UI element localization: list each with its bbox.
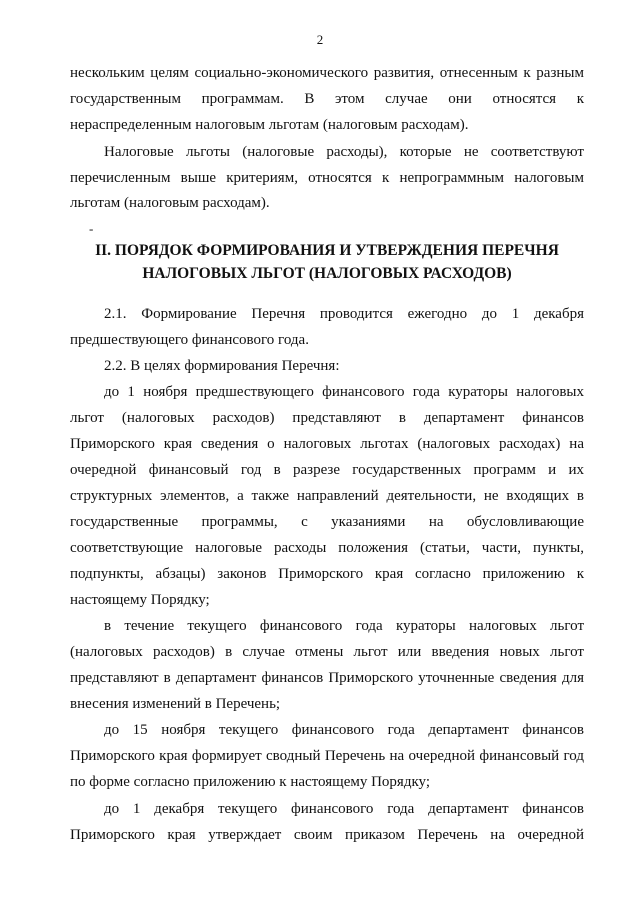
text-line: настоящему Порядку;: [70, 592, 210, 608]
text-line: в течение текущего финансового года кураторы налоговых льгот: [104, 618, 584, 634]
text-line: представляют в департамент финансов Приморского уточненные сведения для: [70, 670, 584, 686]
text-line: очередной финансовый год в разрезе государственных программ и их: [70, 462, 584, 478]
text-line: до 15 ноября текущего финансового года департамент финансов: [104, 722, 584, 738]
text-line: Приморского края утверждает своим приказом Перечень на очередной: [70, 827, 584, 843]
text-line: 2.1. Формирование Перечня проводится ежегодно до 1 декабря: [104, 306, 584, 322]
text-line: (налоговых расходов) в случае отмены льгот или введения новых льгот: [70, 644, 584, 660]
page-number: 2: [316, 32, 324, 47]
text-line: Приморского края сведения о налоговых льготах (налоговых расходах) на: [70, 436, 584, 452]
text-line: по форме согласно приложению к настоящему Порядку;: [70, 774, 431, 790]
text-line: внесения изменений в Перечень;: [70, 696, 281, 712]
text-line: соответствующие налоговые расходы положения (статьи, части, пункты,: [70, 540, 584, 556]
text-line: перечисленным выше критериям, относятся к непрограммным налоговым: [70, 170, 584, 186]
text-line: Налоговые льготы (налоговые расходы), которые не соответствуют: [104, 144, 584, 160]
text-line: государственные программы, с указаниями на обусловливающие: [70, 514, 584, 530]
text-line: государственным программам. В этом случае они относятся к: [70, 91, 584, 107]
text-line: предшествующего финансового года.: [70, 332, 309, 348]
section-heading-line-1: II. ПОРЯДОК ФОРМИРОВАНИЯ И УТВЕРЖДЕНИЯ ПЕРЕЧНЯ: [95, 242, 559, 259]
text-line: до 1 декабря текущего финансового года департамент финансов: [104, 801, 584, 817]
text-line: структурных элементов, а также направлений деятельности, не входящих в: [70, 488, 584, 504]
text-line: Приморского края формирует сводный Перечень на очередной финансовый год: [70, 748, 584, 764]
section-heading-line-2: НАЛОГОВЫХ ЛЬГОТ (НАЛОГОВЫХ РАСХОДОВ): [142, 265, 512, 282]
text-line: нераспределенным налоговым льготам (налоговым расходам).: [70, 117, 469, 133]
text-line: 2.2. В целях формирования Перечня:: [104, 358, 340, 374]
text-line: льготам (налоговым расходам).: [70, 195, 270, 211]
text-line: до 1 ноября предшествующего финансового года кураторы налоговых: [104, 384, 584, 400]
text-line: нескольким целям социально-экономического развития, отнесенным к разным: [70, 65, 584, 81]
text-line: подпункты, абзацы) законов Приморского края согласно приложению к: [70, 566, 584, 582]
text-line: льгот (налоговых расходов) представляют в департамент финансов: [70, 410, 584, 426]
stray-mark: -: [89, 221, 94, 236]
